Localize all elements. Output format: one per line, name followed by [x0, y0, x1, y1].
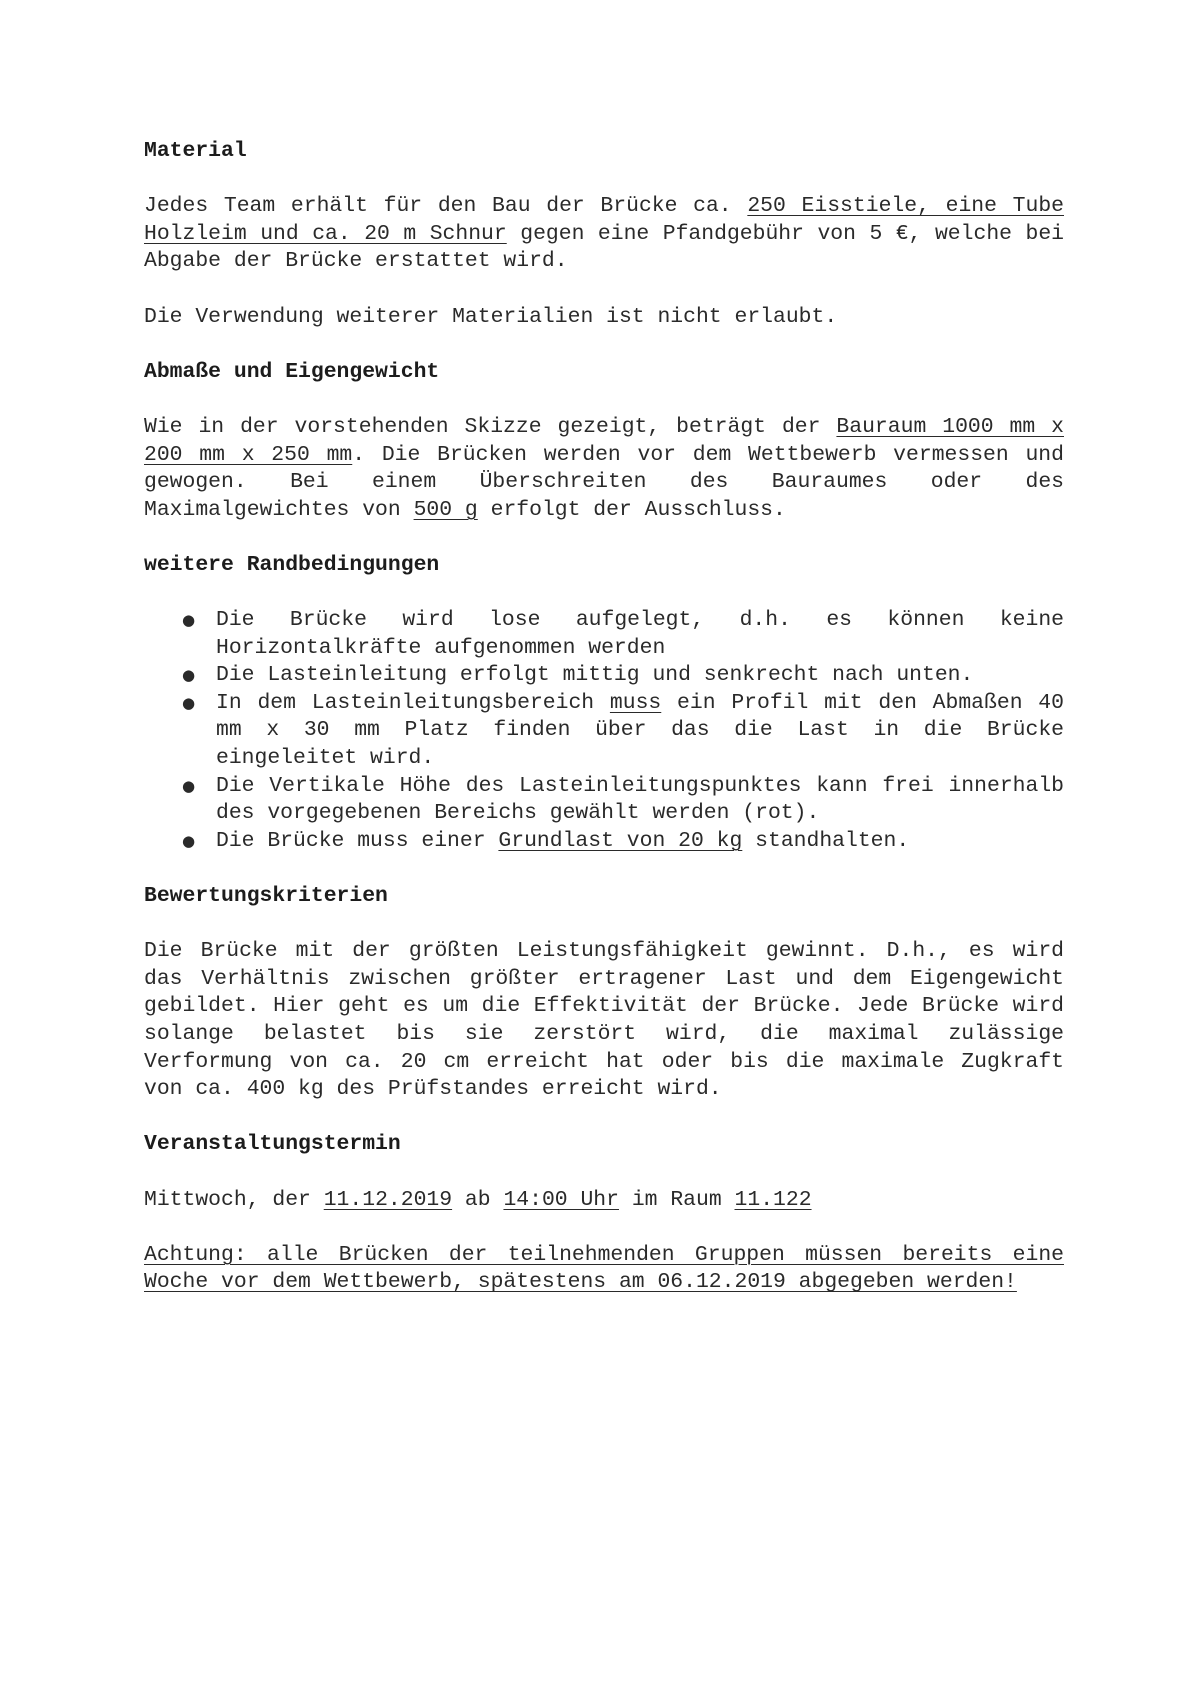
termin-notice — [144, 1242, 1064, 1297]
termin-paragraph — [144, 1187, 1064, 1215]
list-item-text: Die Brücke wird lose aufgelegt, d.h. es können keine Horizontalkräfte aufgenommen werden — [216, 608, 1064, 660]
list-item-text-a: In dem Lasteinleitungsbereich — [216, 690, 610, 715]
termin-text-b: ab — [452, 1187, 504, 1212]
termin-text-c: im Raum — [618, 1187, 735, 1212]
list-item-text: Die Vertikale Höhe des Lasteinleitungspunktes kann frei innerhalb des vorgegebenen Bereichs gewählt werden (rot). — [216, 773, 1064, 826]
material-text-b: gegen eine Pfandgebühr von 5 €, welche bei Abgabe der Brücke erstattet wird. — [144, 221, 1065, 274]
list-item — [144, 773, 1064, 828]
material-restriction-paragraph: Die Verwendung weiterer Materialien ist nicht erlaubt. — [144, 304, 838, 329]
list-item — [144, 662, 1064, 690]
abmasse-bauraum: Bauraum 1000 mm x 200 mm x 250 mm — [144, 414, 1064, 467]
bullet-icon: ● — [182, 666, 196, 685]
heading-termin: Veranstaltungstermin — [144, 1132, 401, 1157]
bullet-icon: ● — [182, 776, 196, 795]
list-item-grundlast: Grundlast von 20 kg — [498, 828, 743, 853]
termin-date: 11.12.2019 — [323, 1187, 453, 1212]
bewertung-paragraph: Die Brücke mit der größten Leistungsfähigkeit gewinnt. D.h., es wird das Verhältnis zwischen größter ertragener Last und dem Eigengewicht gebildet. Hier geht es um die Effektivität der Brücke. Jede Brücke wird solange belastet bis sie zerstört wird, die maximal zulässige Verformung von ca. 20 cm erreicht hat oder bis die maximale Zugkraft von ca. 400 kg des Prüfstandes erreicht wird. — [144, 939, 1064, 1102]
randbedingungen-list — [144, 607, 1064, 855]
abmasse-text-a: Wie in der vorstehenden Skizze gezeigt, beträgt der — [144, 414, 837, 439]
list-item-text-b: ein Profil mit den Abmaßen 40 mm x 30 mm Platz finden über das die Last in die Brücke eingeleitet wird. — [216, 690, 1064, 771]
heading-material: Material — [144, 139, 247, 163]
termin-notice-text: Achtung: alle Brücken der teilnehmenden Gruppen müssen bereits eine Woche vor dem Wettbewerb, spätestens am 06.12.2019 abgegeben werden! — [144, 1242, 1064, 1295]
material-underlined-items: 250 Eisstiele, eine Tube Holzleim und ca. 20 m Schnur — [144, 194, 1064, 246]
list-item-text-b: standhalten. — [742, 828, 910, 853]
list-item — [144, 828, 1064, 856]
list-item — [144, 690, 1064, 773]
material-paragraph — [144, 193, 1064, 276]
heading-abmasse: Abmaße und Eigengewicht — [144, 359, 440, 384]
document-page — [144, 138, 1064, 1325]
bullet-icon: ● — [182, 611, 196, 630]
termin-text-a: Mittwoch, der — [144, 1187, 324, 1212]
list-item — [144, 607, 1064, 662]
list-item-text: Die Lasteinleitung erfolgt mittig und senkrecht nach unten. — [216, 663, 974, 688]
heading-randbedingungen: weitere Randbedingungen — [144, 552, 440, 577]
abmasse-text-c: erfolgt der Ausschluss. — [477, 497, 786, 522]
termin-room: 11.122 — [734, 1187, 812, 1212]
bullet-icon: ● — [182, 693, 196, 712]
heading-bewertung: Bewertungskriterien — [144, 884, 388, 909]
abmasse-text-b: . Die Brücken werden vor dem Wettbewerb vermessen und gewogen. Bei einem Überschreiten des Bauraumes oder des Maximalgewichtes von — [144, 442, 1064, 522]
list-item-text-a: Die Brücke muss einer — [216, 828, 499, 853]
bullet-icon: ● — [182, 831, 196, 850]
list-item-muss: muss — [609, 690, 662, 715]
termin-time: 14:00 Uhr — [503, 1187, 619, 1212]
material-text-a: Jedes Team erhält für den Bau der Brücke ca. — [144, 194, 748, 219]
abmasse-paragraph — [144, 414, 1064, 524]
abmasse-max-weight: 500 g — [413, 497, 478, 522]
